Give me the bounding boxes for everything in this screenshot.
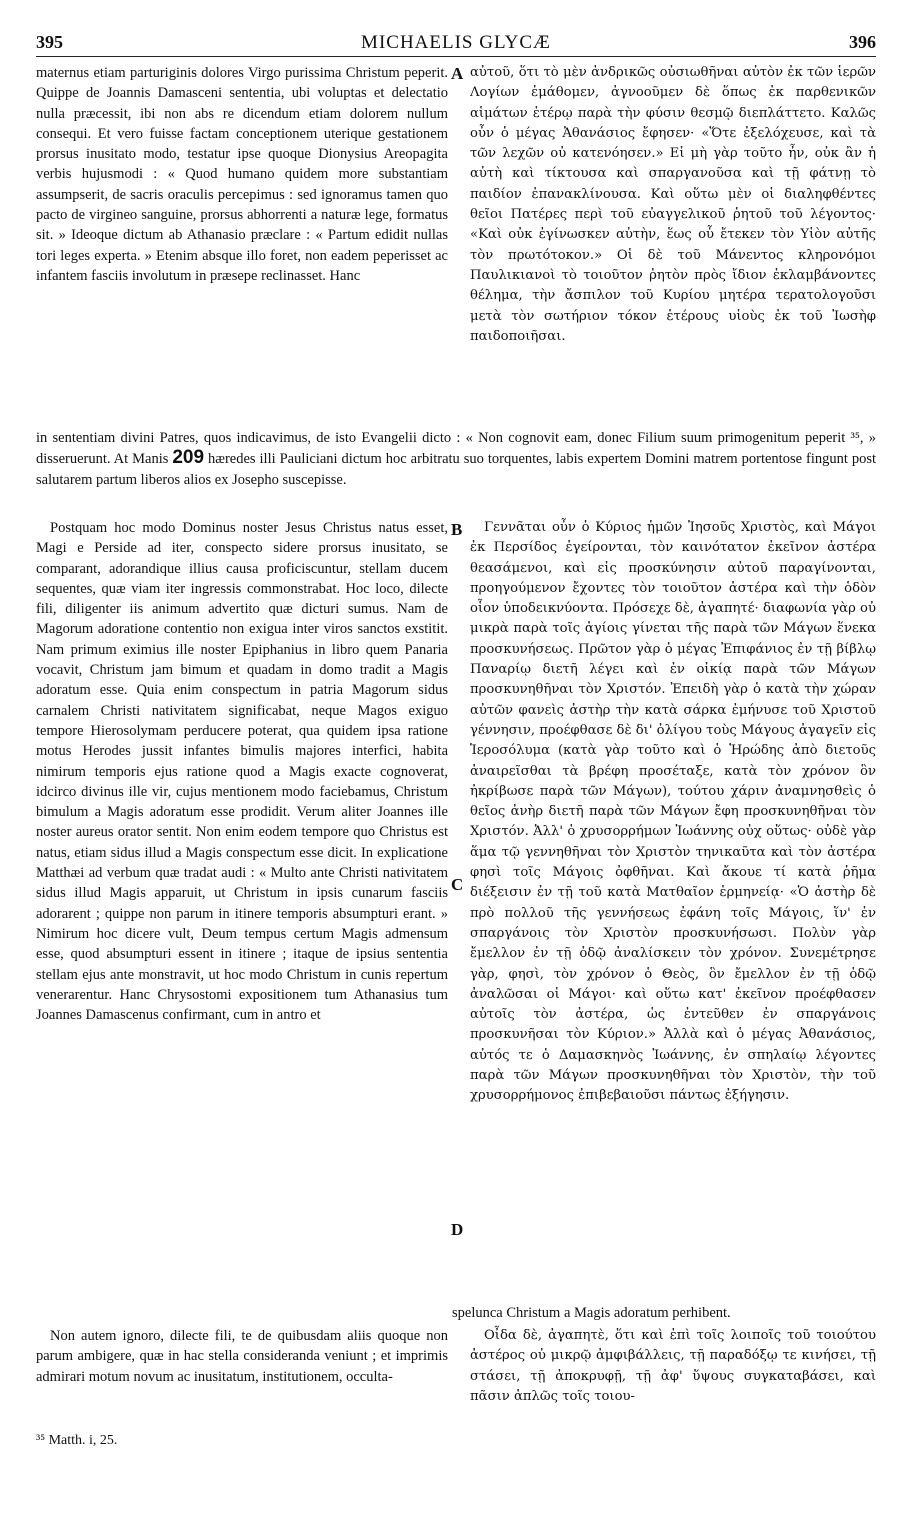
running-header bbox=[36, 32, 876, 57]
wide-text: spelunca Christum a Magis adoratum perhibent. bbox=[452, 1305, 731, 1321]
footnote: ³⁵ Matth. i, 25. bbox=[36, 1433, 118, 1448]
latin-paragraph: maternus etiam parturiginis dolores Virgo purissima Christum peperit. Quippe de Joannis Damasceni sententia, ubi voluptas et delectatio nulla præcessit, ibi non abs re dicendum etiam dolorem nullum consequi. Et vero fuisse factam conceptionem uterique gestationem prorsus inusitato modo, testatur ipse quoque Dionysius Areopagita verbis hujusmodi : « Quod humano quidem more substantiam assumpserit, de sacris oraculis percepimus : sed ignoramus tamen quo pacto de virgineo sanguine, prorsus abhorrenti a naturæ lege, formatus sit. » Ideoque dictum ab Athanasio præclare : « Partum edidit nullas tori leges experta. » Etenim absque illo foret, non eadem peperisset ac infantem fasciis involutum in præsepe reclinasset. Hanc bbox=[36, 65, 448, 284]
greek-paragraph: αὐτοῦ, ὅτι τὸ μὲν ἀνδρικῶς οὐσιωθῆναι αὐτὸν ἐκ τῶν ἱερῶν Λογίων ἐμάθομεν, ἀγνοοῦμεν δὲ ὅπως ἐκ παρθενικῶν αἱμάτων ἑτέρῳ παρὰ τὴν φύσιν θεσμῷ διεπλάττετο. Καλῶς οὖν ὁ μέγας Ἀθανάσιος ἔφησεν· «Ὅτε ἐξελόχευσε, καὶ τὰ τῶν λεχῶν οὐ κατενόησεν.» Εἰ μὴ γὰρ τοῦτο ἦν, οὐκ ἂν ἡ αὐτὴ καὶ τίκτουσα καὶ σπαργανοῦσα καὶ τῇ φάτνῃ τὸ παιδίον ἐπανακλίνουσα. Καὶ οὕτω μὲν οἱ διαληφθέντες θεῖοι Πατέρες περὶ τοῦ εὐαγγελικοῦ ῥητοῦ τοῦ λέγοντος· «Καὶ οὐκ ἐγίνωσκεν αὐτὴν, ἕως οὗ ἔτεκεν τὸν Υἱὸν αὐτῆς τὸν πρωτότοκον.» Οἱ δὲ τοῦ Μάνεντος κληρονόμοι Παυλικιανοὶ τὸ τοιοῦτον ῥητὸν πρὸς ἴδιον ἐκλαμβάνοντες θέλημα, τὴν ἄσπιλον τοῦ Κυρίου μητέρα τερατολογοῦσι μετὰ τὸν σωτήριον τόκον ἑτέρους υἱοὺς ἐκ τοῦ Ἰωσὴφ παιδοποιῆσαι. bbox=[470, 65, 876, 344]
margin-marker-c: C bbox=[451, 875, 464, 894]
margin-marker-b: B bbox=[451, 520, 463, 539]
full-width-text-1 bbox=[36, 428, 876, 490]
page-number-right: 396 bbox=[849, 32, 876, 52]
greek-paragraph: Γεννᾶται οὖν ὁ Κύριος ἡμῶν Ἰησοῦς Χριστὸς, καὶ Μάγοι ἐκ Περσίδος ἐγείρονται, τὸν καινότατον ἐκεῖνον ἀστέρα θεασάμενοι, καὶ εἰς προσκύνησιν αὐτοῦ παραγίνονται, προηγούμενον ἔχοντες τὸν τοιοῦτον ἀστέρα καὶ τὴν ὁδὸν οἷον ὑποδεικνύοντα. Πρόσεχε δὲ, ἀγαπητέ· διαφωνία γὰρ οὐ μικρὰ παρὰ τοῖς ἁγίοις γίνεται τῆς παρὰ τῶν Μάγων ἕνεκα προσκυνήσεως. Πρῶτον γὰρ ὁ μέγας Ἐπιφάνιος ἐν τῇ βίβλῳ Παναρίῳ διετῆ λέγει καὶ ἐν οἰκίᾳ παρὰ τῶν Μάγων προσκυνηθῆναι τὸν Χριστόν. Ἐπειδὴ γὰρ ὁ κατὰ τὴν χώραν αὐτῶν φανεὶς ἀστὴρ τὴν κατὰ σάρκα ἐμήνυσε τοῦ Χριστοῦ γέννησιν, προέφθασε δὲ δι' ὀλίγου τοὺς Μάγους ἀγαγεῖν εἰς Ἱεροσόλυμα (κατὰ γὰρ τοῦτο καὶ ὁ Ἡρώδης ἀπὸ διετοῦς ἀναιρεῖσθαι τὰ βρέφη προσέταξε, κατὰ τὸν χρόνον ὃν ἠκρίβωσε παρὰ τῶν Μάγων), τούτου χάριν ἀναμνησθεὶς ὁ θεῖος ἀνὴρ διετῆ παρὰ τῶν Μάγων ἔφη προσκυνηθῆναι τὸν Χριστόν. Ἀλλ' ὁ χρυσορρήμων Ἰωάννης οὐχ οὕτως· οὐδὲ γὰρ ἅμα τῷ γεννηθῆναι τὸν Χριστὸν τηνικαῦτα καὶ τὸν ἀστέρα φησὶ τοῖς Μάγοις ὀφθῆναι. Καὶ ἄκουε τί κατὰ ῥῆμα διέξεισιν ἐν τῇ τοῦ κατὰ Ματθαῖον ἑρμηνείᾳ· «Ὁ ἀστὴρ δὲ πρὸ πολλοῦ τῆς γεννήσεως ἐφάνη τοῖς Μάγοις, ἵν' ἐν σπαργάνοις τὸν Χριστὸν προσκυνήσωσι. Πολὺν γὰρ ἔμελλον ἐν τῇ ὁδῷ ἀναλίσκειν τὸν χρόνον. Συνεμέτρησε γὰρ, φησὶ, τὸν χρόνον ὁ Θεὸς, ὃν ἔμελλον ἐν τῇ ὁδῷ ἀναλῶσαι οἱ Μάγοι· καὶ οὕτω κατ' ἐκεῖνον προέφθασεν αὐτοῖς τὸν ἀστέρα, ὡς ἐντεῦθεν ἐν σπαργάνοις προσκυνῆσαι τὸν Κύριον.» Ἀλλὰ καὶ ὁ μέγας Ἀθανάσιος, αὐτός τε ὁ Δαμασκηνὸς Ἰωάννης, ἐν σπηλαίῳ λέγοντες παρὰ τῶν Μάγων προσκυνηθῆναι τὸν Χριστὸν, τὴν τοῦ χρυσορρήμονος ἐπιβεβαιοῦσι πάντως ἐξήγησιν. bbox=[470, 520, 876, 1104]
latin-paragraph: Postquam hoc modo Dominus noster Jesus Christus natus esset, Magi e Perside ad iter, conspecto sidere prorsus inusitato, se comparant, adorandique illius causa proficiscuntur, stellam ducem sequentes, quæ viam iter ingressis commonstrabat. Hoc loco, dilecte fili, diligenter iis animum advertito quæ dicturi sumus. Nam de Magorum adoratione contentio non exigua inter viros sanctos exstitit. Nam primum eximius ille noster Epiphanius in libro quem Panaria vocavit, Christum jam bimum et quadam in domo tradit a Magis adoratum esse. Quia enim conspectum in patria Magorum sidus carnalem Christi nativitatem significabat, neque Magos exiguo tempore Hierosolymam perducere poterat, qua quidem ipsa ratione motus Herodes jussit infantes bimulis majores interfici, habita nimirum temporis ejus ratione quod a Magis exacte cognoverat, idcirco divinus ille vir, cujus mentionem modo faciebamus, Christum bimulum a Magis adoratum esse prodidit. Verum aliter Joannes ille noster aureus orator sentit. Non enim eodem tempore quo Christus est natus, etiam sidus illud a Magis conspectum esse dicit. In explicatione Matthæi ad verbum quæ tradat audi : « Multo ante Christi nativitatem sidus illud Magis apparuit, ut Christum in ipsis cunarum fasciis adorarent ; quippe non parum in itinere temporis absumpturi erant. » Nimirum hoc dicere vult, Deum tempus certum Magis admensum esse, quod absumpturi essent in itinere ; itaque de ipsius sententia stellam ejus ante monstravit, ut hoc modo Christum in cunis repertum venerarentur. Hanc Chrysostomi expositionem tum Athanasius tum Joannes Damascenus confirmant, cum in antro et bbox=[36, 520, 448, 1024]
running-title: MICHAELIS GLYCÆ bbox=[361, 32, 551, 53]
latin-column-2 bbox=[36, 518, 448, 1025]
column-number: 209 bbox=[172, 447, 205, 469]
wide-text-after: hæredes illi Pauliciani dictum hoc arbitratu suo torquentes, labis expertem Domini matrem portentose fingunt post salutarem partum liberos alios ex Josepho suscepisse. bbox=[36, 451, 877, 488]
wide-text-before: in sententiam divini Patres, quos indicavimus, de isto Evangelii dicto : « Non cognovit eam, donec Filium suum primogenitum peperit ³⁵, » disseruerunt. At Manis bbox=[36, 430, 876, 468]
latin-column-1 bbox=[36, 63, 448, 286]
greek-column-3 bbox=[470, 1326, 876, 1407]
full-width-text-2 bbox=[452, 1303, 876, 1323]
greek-paragraph: Οἶδα δὲ, ἀγαπητὲ, ὅτι καὶ ἐπὶ τοῖς λοιποῖς τοῦ τοιούτου ἀστέρος οὐ μικρῷ ἀμφιβάλλεις, τῇ παραδόξῳ τε κινήσει, τῇ στάσει, τῇ ἀποκρυφῇ, τῇ ἀφ' ὕψους συγκαταβάσει, καὶ πᾶσιν ἁπλῶς τοῖς τοιου- bbox=[470, 1328, 876, 1404]
greek-column-1 bbox=[470, 63, 876, 347]
greek-column-2 bbox=[470, 518, 876, 1107]
page-number-left: 395 bbox=[36, 32, 63, 52]
latin-column-3 bbox=[36, 1326, 448, 1387]
latin-paragraph: Non autem ignoro, dilecte fili, te de quibusdam aliis quoque non parum ambigere, quæ in hac stella consideranda veniunt ; et imprimis admirari motum novum ac inusitatum, institutionem, occulta- bbox=[36, 1328, 448, 1385]
margin-marker-a: A bbox=[451, 64, 464, 83]
margin-marker-d: D bbox=[451, 1220, 464, 1239]
